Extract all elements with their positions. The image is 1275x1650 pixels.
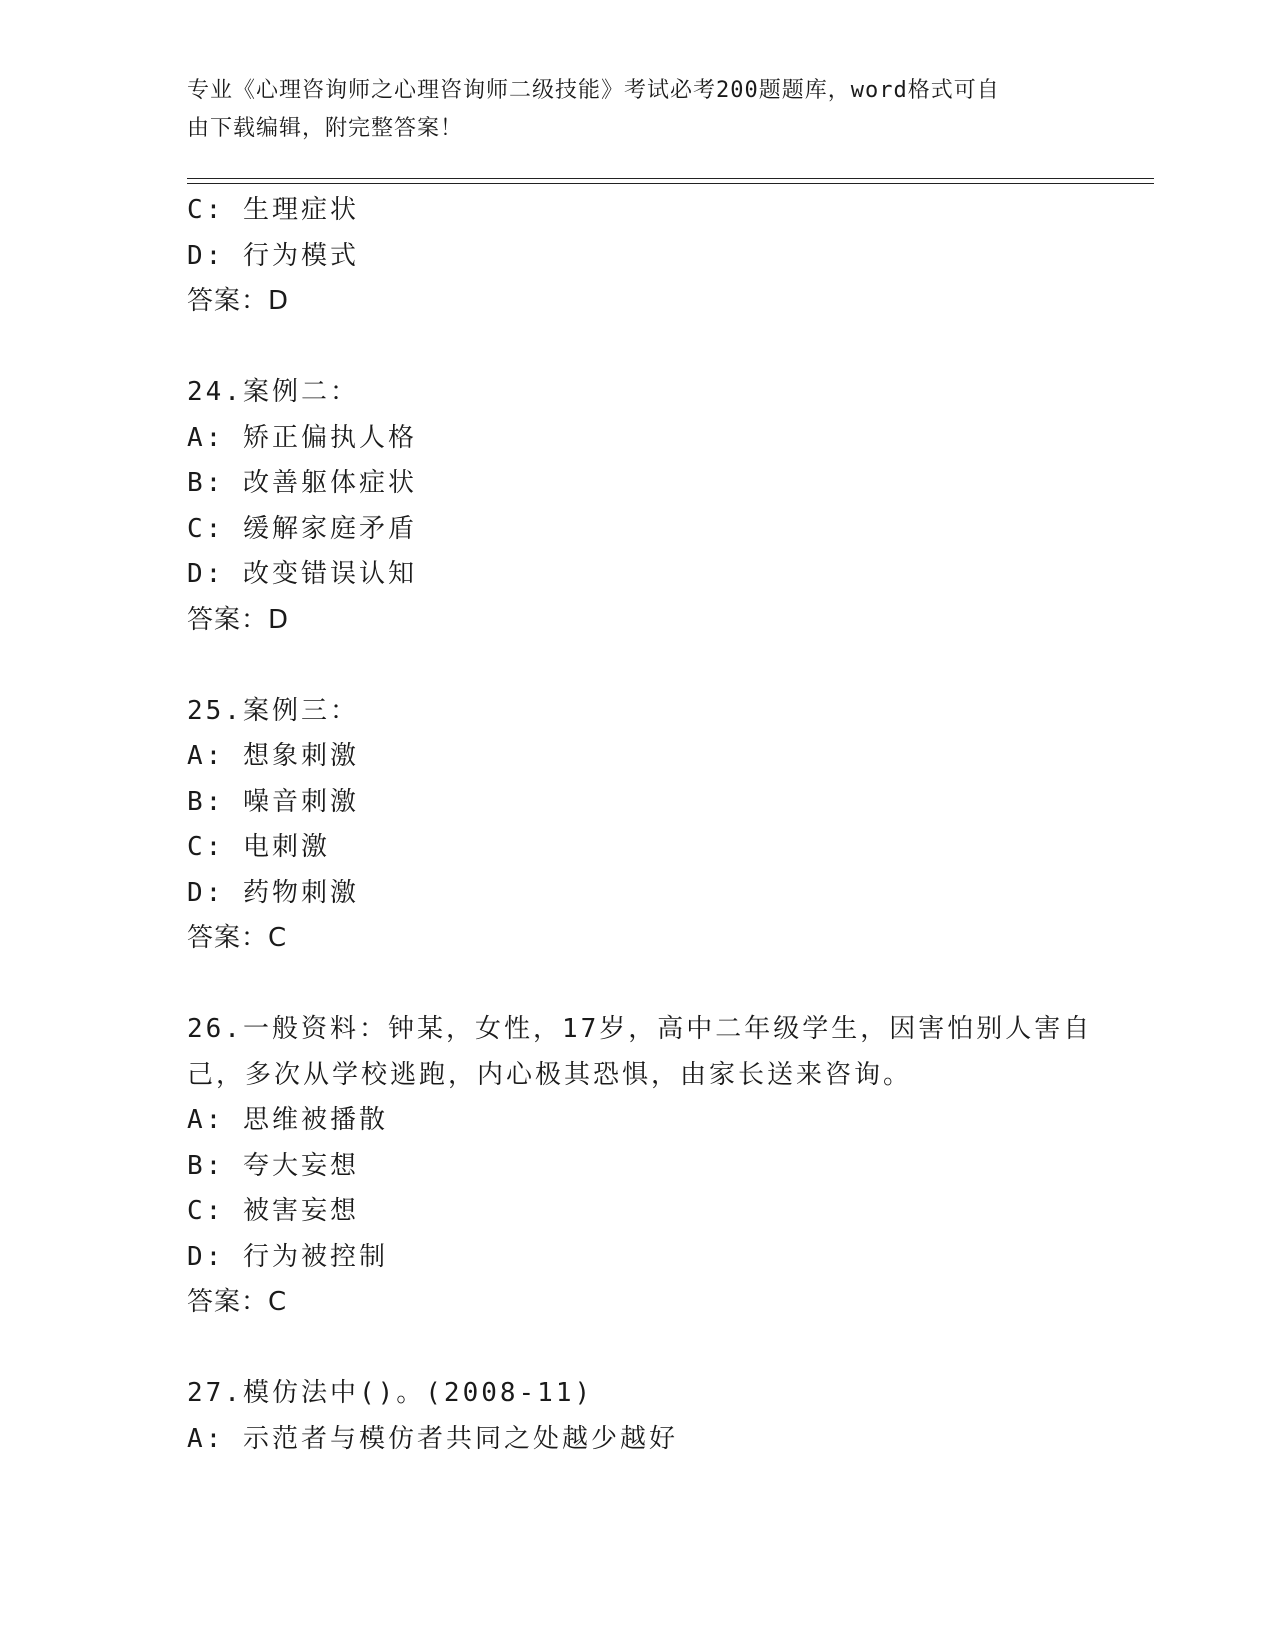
option-b: B: 夸大妄想 xyxy=(187,1150,359,1181)
answer: 答案：D xyxy=(187,604,290,635)
header-divider-bottom xyxy=(187,183,1154,184)
spacer xyxy=(187,1326,1087,1372)
header-line-1: 专业《心理咨询师之心理咨询师二级技能》考试必考200题题库，word格式可自 xyxy=(187,78,1000,103)
option-a: A: 想象刺激 xyxy=(187,741,359,771)
question-26 xyxy=(187,1007,1093,1326)
option-c: C: 被害妄想 xyxy=(187,1196,359,1226)
answer: 答案：D xyxy=(187,286,290,316)
option-d: D: 药物刺激 xyxy=(187,877,359,908)
question-stem: 25.案例三： xyxy=(187,695,359,726)
option-a: A: 思维被播散 xyxy=(187,1105,388,1135)
header-divider-top xyxy=(187,178,1154,179)
header-line-2: 由下载编辑，附完整答案！ xyxy=(187,116,464,141)
question-24 xyxy=(187,370,1087,643)
option-c: C: 生理症状 xyxy=(187,195,359,225)
spacer xyxy=(187,643,1087,689)
document-header xyxy=(187,72,1067,148)
answer: 答案：C xyxy=(187,923,288,953)
option-b: B: 改善躯体症状 xyxy=(187,468,417,498)
option-a: A: 矫正偏执人格 xyxy=(187,422,417,453)
question-stem-line-1: 26.一般资料：钟某，女性，17岁，高中二年级学生，因害怕别人害自 xyxy=(187,1014,1093,1044)
spacer xyxy=(187,325,1087,371)
option-c: C: 电刺激 xyxy=(187,832,330,862)
question-27 xyxy=(187,1371,1087,1462)
answer: 答案：C xyxy=(187,1287,288,1317)
option-a: A: 示范者与模仿者共同之处越少越好 xyxy=(187,1423,678,1454)
option-d: D: 行为被控制 xyxy=(187,1241,388,1272)
question-stem: 27.模仿法中()。(2008-11) xyxy=(187,1378,594,1408)
question-list xyxy=(187,188,1093,1462)
option-c: C: 缓解家庭矛盾 xyxy=(187,513,417,544)
option-d: D: 改变错误认知 xyxy=(187,559,417,589)
spacer xyxy=(187,962,1087,1008)
option-b: B: 噪音刺激 xyxy=(187,786,359,817)
question-25 xyxy=(187,689,1087,962)
question-stem-line-2: 己，多次从学校逃跑，内心极其恐惧，由家长送来咨询。 xyxy=(187,1059,913,1090)
question-stem: 24.案例二： xyxy=(187,377,359,407)
option-d: D: 行为模式 xyxy=(187,240,359,271)
question-23-continued xyxy=(187,188,1087,325)
